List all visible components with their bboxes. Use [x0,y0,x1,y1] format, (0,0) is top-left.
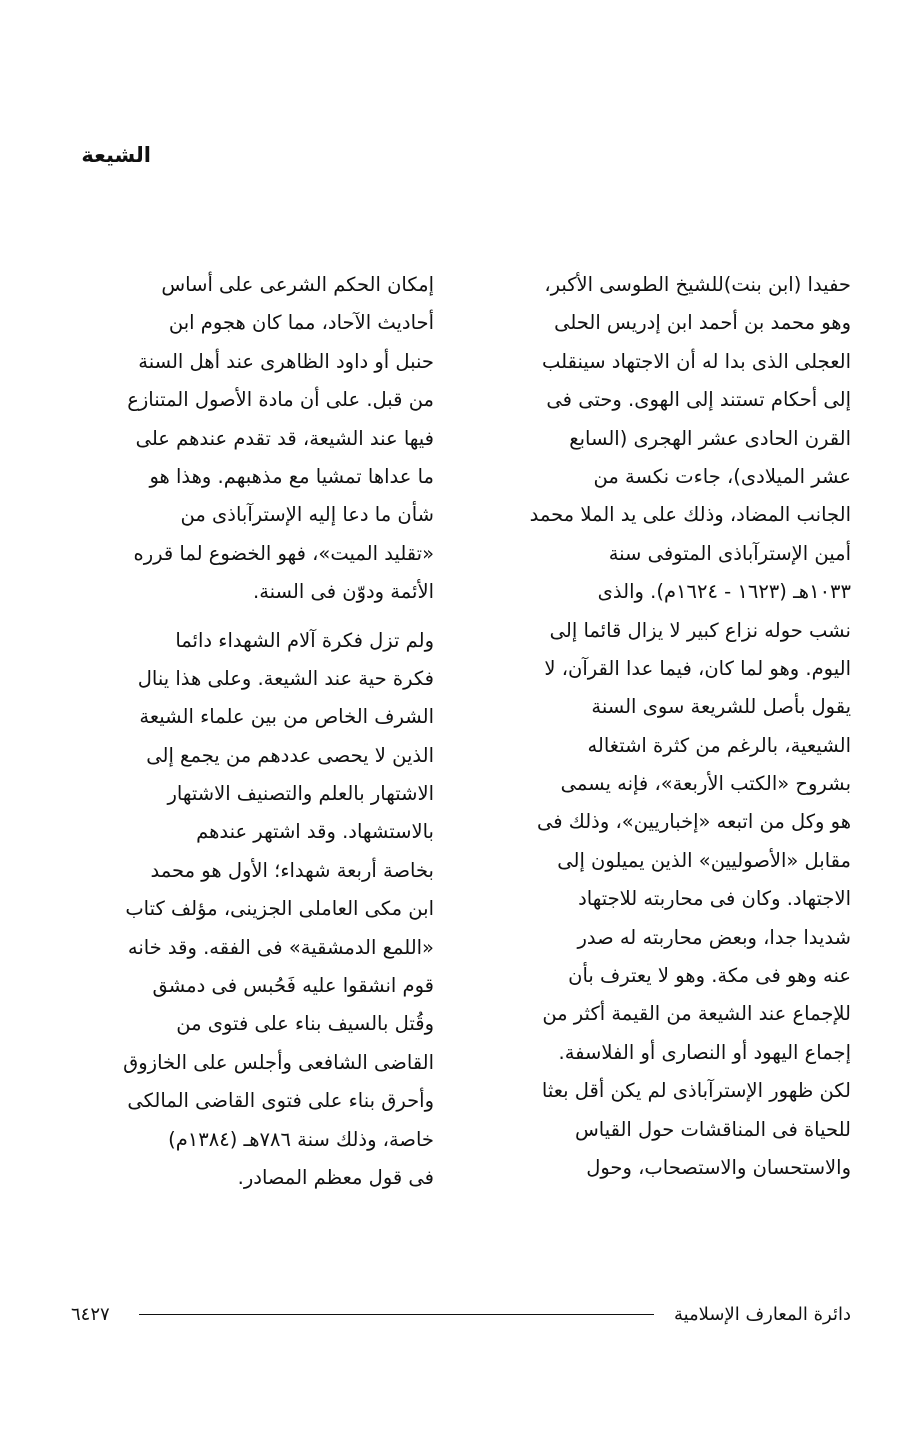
text-line: «تقليد الميت»، فهو الخضوع لما قرره [133,541,434,565]
paragraph [74,266,434,612]
text-line: حنبل أو داود الظاهرى عند أهل السنة [138,349,434,373]
page-number: ٦٤٢٧ [71,1304,110,1325]
paragraph [74,622,434,1198]
text-line: إمكان الحكم الشرعى على أساس [161,273,434,296]
text-line: إلى أحكام تستند إلى الهوى. وحتى فى [546,388,851,412]
text-line: القاضى الشافعى وأجلس على الخازوق [123,1050,434,1074]
text-line: الأئمة ودوّن فى السنة. [253,580,434,604]
text-line: نشب حوله نزاع كبير لا يزال قائما إلى [549,618,851,642]
text-line: وهو محمد بن أحمد ابن إدريس الحلى [554,311,851,335]
running-header: الشيعة [81,143,151,167]
text-line: الذين لا يحصى عددهم من يجمع إلى [146,743,434,767]
text-line: هو وكل من اتبعه «إخباريين»، وذلك فى [537,810,851,834]
right-column [487,266,851,1187]
text-line: ابن مكى العاملى الجزينى، مؤلف كتاب [125,897,434,921]
text-line: القرن الحادى عشر الهجرى (السابع [569,426,851,450]
paragraph-gap [74,612,434,622]
text-line: والاستحسان والاستصحاب، وحول [586,1155,851,1179]
text-line: الشيعية، بالرغم من كثرة اشتغاله [587,733,851,757]
text-line: أحاديث الآحاد، مما كان هجوم ابن [168,311,434,335]
publication-title: دائرة المعارف الإسلامية [673,1304,851,1325]
text-line: بالاستشهاد. وقد اشتهر عندهم [196,820,434,844]
text-line: فيها عند الشيعة، قد تقدم عندهم على [135,426,434,450]
page-footer [71,1300,851,1330]
text-line: قوم انشقوا عليه فَحُبس فى دمشق [152,974,434,998]
text-line: الاشتهار بالعلم والتصنيف الاشتهار [167,782,434,806]
text-line: ١٠٣٣هـ (١٦٢٣ - ١٦٢٤م). والذى [597,580,851,604]
text-line: للحياة فى المناقشات حول القياس [574,1117,851,1141]
text-line: العجلى الذى بدا له أن الاجتهاد سينقلب [542,349,851,373]
text-line: عنه وهو فى مكة. وهو لا يعترف بأن [568,964,851,988]
text-line: بخاصة أربعة شهداء؛ الأول هو محمد [150,858,434,882]
text-line: حفيدا (ابن بنت)للشيخ الطوسى الأكبر، [544,273,851,296]
text-line: شديدا جدا، وبعض محاربته له صدر [577,925,851,949]
text-line: مقابل «الأصوليين» الذين يميلون إلى [557,848,851,872]
text-line: ولم تزل فكرة آلام الشهداء دائما [175,628,434,652]
text-line: اليوم. وهو لما كان، فيما عدا القرآن، لا [544,656,851,680]
text-line: أمين الإسترآباذى المتوفى سنة [608,541,851,565]
text-line: عشر الميلادى)، جاءت نكسة من [593,464,851,488]
text-line: وقُتل بالسيف بناء على فتوى من [176,1012,434,1036]
text-line: ما عداها تمشيا مع مذهبهم. وهذا هو [149,464,434,488]
text-line: لكن ظهور الإسترآباذى لم يكن أقل بعثا [541,1079,851,1103]
footer-rule [139,1314,654,1315]
text-line: إجماع اليهود أو النصارى أو الفلاسفة. [558,1040,851,1064]
text-line: للإجماع عند الشيعة من القيمة أكثر من [542,1002,851,1026]
text-line: وأحرق بناء على فتوى القاضى المالكى [127,1089,434,1113]
text-line: خاصة، وذلك سنة ٧٨٦هـ (١٣٨٤م) [168,1127,434,1151]
text-line: «اللمع الدمشقية» فى الفقه. وقد خانه [127,935,434,959]
text-line: بشروح «الكتب الأربعة»، فإنه يسمى [560,772,851,796]
text-line: يقول بأصل للشريعة سوى السنة [591,695,851,719]
text-line: شأن ما دعا إليه الإسترآباذى من [180,503,434,527]
text-line: فكرة حية عند الشيعة. وعلى هذا ينال [137,666,434,690]
text-line: من قبل. على أن مادة الأصول المتنازع [127,388,434,412]
text-line: فى قول معظم المصادر. [237,1165,434,1189]
left-column [74,266,434,1197]
text-line: الاجتهاد. وكان فى محاربته للاجتهاد [578,887,851,911]
text-line: الشرف الخاص من بين علماء الشيعة [139,705,434,729]
text-line: الجانب المضاد، وذلك على يد الملا محمد [529,503,851,527]
